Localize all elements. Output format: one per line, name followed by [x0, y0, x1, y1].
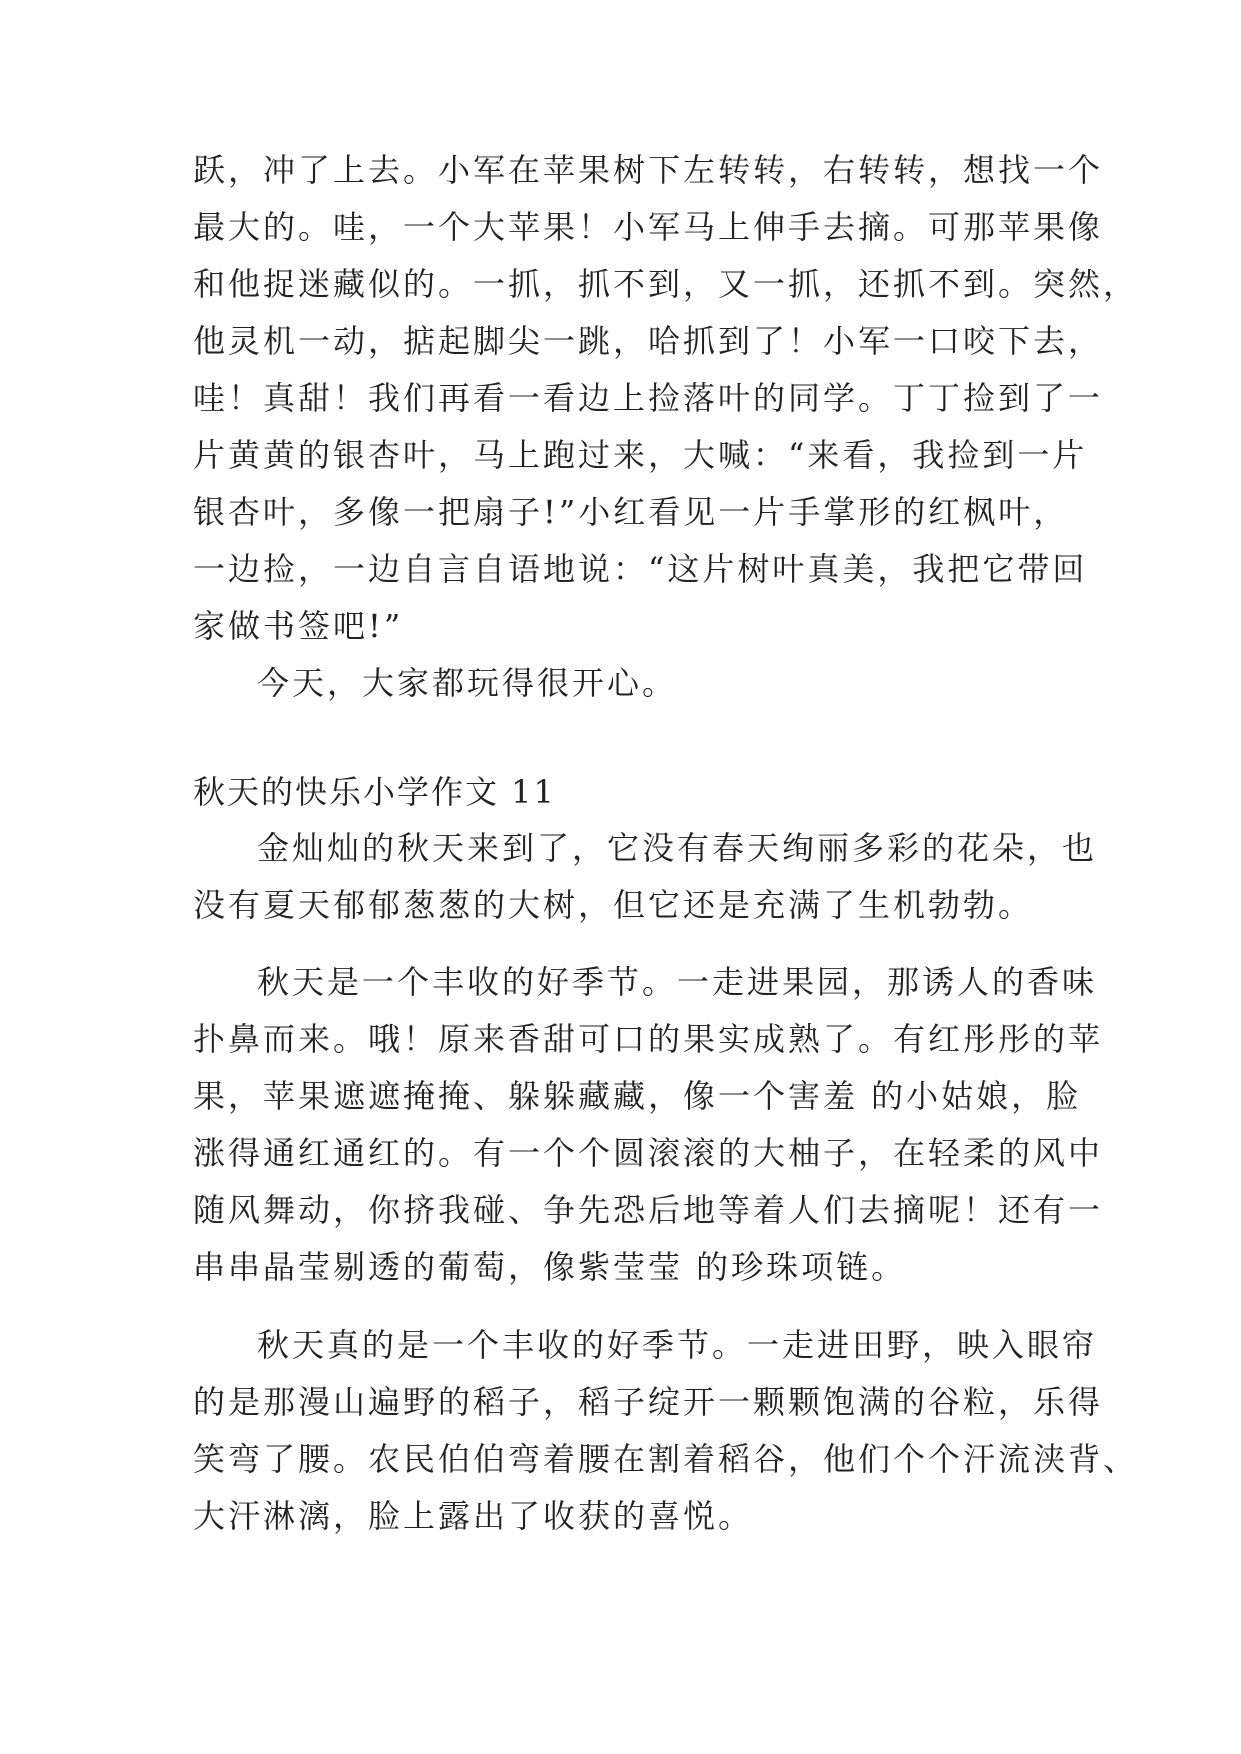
text-line: 的是那漫山遍野的稻子，稻子绽开一颗颗饱满的谷粒，乐得 [193, 1383, 1104, 1421]
text-line: 大汗淋漓，脸上露出了收获的喜悦。 [193, 1497, 754, 1535]
text-line: 最大的。哇，一个大苹果！小军马上伸手去摘。可那苹果像 [193, 208, 1104, 246]
text-line: 秋天是一个丰收的好季节。一走进果园，那诱人的香味 [257, 963, 1098, 1001]
text-line: 跃，冲了上去。小军在苹果树下左转转，右转转，想找一个 [193, 151, 1104, 189]
text-line: 涨得通红通红的。有一个个圆滚滚的大柚子，在轻柔的风中 [193, 1134, 1104, 1172]
text-line: 笑弯了腰。农民伯伯弯着腰在割着稻谷，他们个个汗流浃背、 [193, 1440, 1139, 1478]
section-title: 秋天的快乐小学作文 11 [193, 773, 556, 811]
closing-paragraph: 今天，大家都玩得很开心。 [257, 664, 678, 702]
text-line: 他灵机一动，掂起脚尖一跳，哈抓到了！小军一口咬下去， [193, 322, 1104, 360]
text-line: 没有夏天郁郁葱葱的大树，但它还是充满了生机勃勃。 [193, 886, 1034, 924]
text-line: 金灿灿的秋天来到了，它没有春天绚丽多彩的花朵，也 [257, 829, 1098, 867]
text-line: 果，苹果遮遮掩掩、躲躲藏藏，像一个害羞 的小姑娘，脸 [193, 1077, 1082, 1115]
text-line: 片黄黄的银杏叶，马上跑过来，大喊：“来看，我捡到一片 [193, 436, 1088, 474]
text-line: 秋天真的是一个丰收的好季节。一走进田野，映入眼帘 [257, 1326, 1098, 1364]
text-line: 一边捡，一边自言自语地说：“这片树叶真美，我把它带回 [193, 550, 1088, 588]
text-line: 哇！真甜！我们再看一看边上捡落叶的同学。丁丁捡到了一 [193, 379, 1104, 417]
text-line: 随风舞动，你挤我碰、争先恐后地等着人们去摘呢！还有一 [193, 1191, 1104, 1229]
text-line: 和他捉迷藏似的。一抓，抓不到，又一抓，还抓不到。突然， [193, 265, 1139, 303]
text-line: 扑鼻而来。哦！原来香甜可口的果实成熟了。有红彤彤的苹 [193, 1020, 1104, 1058]
text-line: 银杏叶，多像一把扇子!”小红看见一片手掌形的红枫叶， [193, 493, 1069, 531]
text-line: 家做书签吧!” [193, 607, 404, 645]
text-line: 串串晶莹剔透的葡萄，像紫莹莹 的珍珠项链。 [193, 1248, 907, 1286]
